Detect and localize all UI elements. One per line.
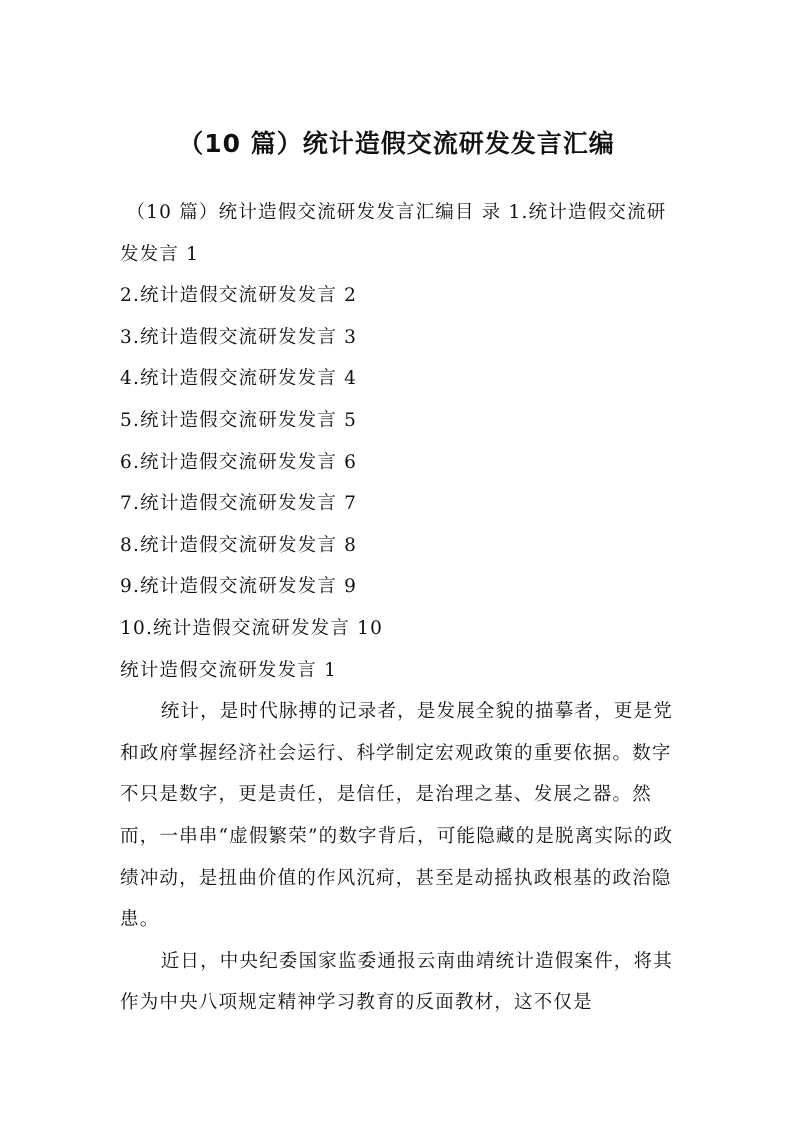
toc-item: 3.统计造假交流研发发言 3: [120, 326, 358, 348]
toc-item: 2.统计造假交流研发发言 2: [120, 285, 358, 307]
toc-header: （10 篇）统计造假交流研发发言汇编目 录 1.统计造假交流研发发言 1: [120, 202, 667, 265]
toc-item: 10.统计造假交流研发发言 10: [120, 617, 384, 639]
toc-item: 6.统计造假交流研发发言 6: [120, 451, 358, 473]
toc-item: 9.统计造假交流研发发言 9: [120, 576, 358, 598]
toc-item: 7.统计造假交流研发发言 7: [120, 493, 358, 515]
section-heading: 统计造假交流研发发言 1: [120, 659, 338, 681]
toc-item: 5.统计造假交流研发发言 5: [120, 409, 358, 431]
toc-item: 8.统计造假交流研发发言 8: [120, 534, 358, 556]
body-paragraph: 近日，中央纪委国家监委通报云南曲靖统计造假案件，将其作为中央八项规定精神学习教育的反面教材，这不仅是: [120, 950, 673, 1014]
document-title: （10 篇）统计造假交流研发发言汇编: [178, 129, 615, 158]
body-paragraph: 统计，是时代脉搏的记录者，是发展全貌的描摹者，更是党和政府掌握经济社会运行、科学制定宏观政策的重要依据。数字不只是数字，更是责任，是信任，是治理之基、发展之器。然而，一串串“虚假繁荣”的数字背后，可能隐藏的是脱离实际的政绩冲动，是扭曲价值的作风沉疴，甚至是动摇执政根基的政治隐患。: [120, 701, 674, 931]
document-body: [120, 192, 676, 1024]
toc-item: 4.统计造假交流研发发言 4: [120, 368, 358, 390]
